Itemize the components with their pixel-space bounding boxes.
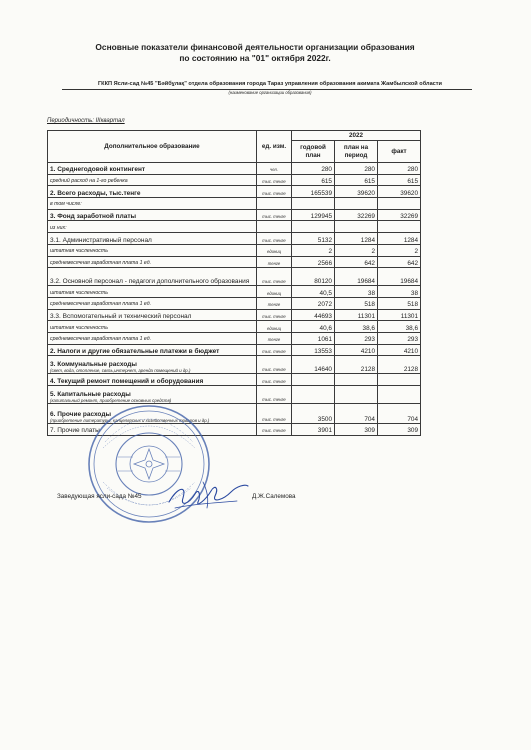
- row-plan: 1061: [292, 332, 335, 344]
- table-row: [48, 356, 421, 374]
- director-title: Заведующая ясли-сада №45: [57, 493, 142, 500]
- director-name: Д.Ж.Салемова: [252, 493, 296, 500]
- row-period: 4210: [335, 344, 378, 356]
- table-row: [48, 321, 421, 333]
- row-period: [335, 386, 378, 404]
- table-row: [48, 374, 421, 386]
- row-unit: тыс. тенге: [257, 404, 292, 424]
- row-plan: 280: [292, 163, 335, 175]
- row-plan: [292, 386, 335, 404]
- table-row: [48, 256, 421, 268]
- row-plan: 3500: [292, 404, 335, 424]
- row-period: 39620: [335, 186, 378, 198]
- row-plan: 14640: [292, 356, 335, 374]
- row-fact: 615: [378, 174, 421, 186]
- row-unit: единиц: [257, 321, 292, 333]
- table-row: [48, 244, 421, 256]
- row-period: 615: [335, 174, 378, 186]
- row-unit: тыс. тенге: [257, 356, 292, 374]
- row-plan: 165539: [292, 186, 335, 198]
- row-unit: [257, 198, 292, 210]
- row-period: 642: [335, 256, 378, 268]
- table-row: [48, 198, 421, 210]
- row-name: [48, 356, 257, 374]
- row-fact: 19684: [378, 268, 421, 286]
- row-fact: 518: [378, 297, 421, 309]
- row-fact: 642: [378, 256, 421, 268]
- row-period: 38: [335, 286, 378, 298]
- table-row: [48, 344, 421, 356]
- row-fact: 1284: [378, 233, 421, 245]
- row-name: 3. Фонд заработной платы: [48, 209, 257, 221]
- row-name: [48, 386, 257, 404]
- header-period-plan: план на период: [335, 141, 378, 163]
- row-period: 518: [335, 297, 378, 309]
- row-note: (капитальный ремонт, приобретение основных средств): [50, 398, 172, 403]
- row-plan: 5132: [292, 233, 335, 245]
- table-row: [48, 233, 421, 245]
- row-period: 11301: [335, 309, 378, 321]
- document-title: [60, 42, 450, 64]
- row-plan: [292, 221, 335, 233]
- row-fact: 2: [378, 244, 421, 256]
- row-period: 2128: [335, 356, 378, 374]
- row-plan: 13553: [292, 344, 335, 356]
- header-annual-plan: годовой план: [292, 141, 335, 163]
- row-period: [335, 198, 378, 210]
- table-row: [48, 297, 421, 309]
- row-name: 3.2. Основной персонал - педагоги дополнительного образования: [48, 268, 257, 286]
- row-unit: тыс. тенге: [257, 386, 292, 404]
- row-name: из них:: [48, 221, 257, 233]
- row-fact: 4210: [378, 344, 421, 356]
- row-plan: 3901: [292, 424, 335, 436]
- row-fact: 309: [378, 424, 421, 436]
- row-name: 4. Текущий ремонт помещений и оборудования: [48, 374, 257, 386]
- periodicity-label: Периодичность: IIIквартал: [47, 118, 125, 124]
- row-fact: 38,6: [378, 321, 421, 333]
- table-row: [48, 209, 421, 221]
- row-name: 3.3. Вспомогательный и технический персонал: [48, 309, 257, 321]
- row-unit: тенге: [257, 297, 292, 309]
- row-period: [335, 221, 378, 233]
- row-unit: тыс. тенге: [257, 209, 292, 221]
- header-year: 2022: [292, 131, 421, 141]
- table-row: [48, 268, 421, 286]
- row-fact: 39620: [378, 186, 421, 198]
- row-name: 2. Всего расходы, тыс.тенге: [48, 186, 257, 198]
- row-name: в том числе:: [48, 198, 257, 210]
- row-name: 7. Прочие платы: [48, 424, 257, 436]
- row-unit: тенге: [257, 332, 292, 344]
- title-line-1: Основные показатели финансовой деятельности организации образования: [95, 42, 415, 52]
- row-period: 1284: [335, 233, 378, 245]
- row-plan: 40,5: [292, 286, 335, 298]
- row-name: штатная численность: [48, 244, 257, 256]
- row-period: 19684: [335, 268, 378, 286]
- table-row: [48, 332, 421, 344]
- row-plan: [292, 374, 335, 386]
- table-row: [48, 386, 421, 404]
- table-row: [48, 286, 421, 298]
- row-fact: 11301: [378, 309, 421, 321]
- row-unit: тыс. тенге: [257, 233, 292, 245]
- row-name: среднемесячная заработная плата 1 ед.: [48, 332, 257, 344]
- row-period: 280: [335, 163, 378, 175]
- row-name: штатная численность: [48, 321, 257, 333]
- row-note: (приобретение литературы, канцелярских и хозяйственных товаров и др.): [50, 418, 210, 423]
- row-period: 293: [335, 332, 378, 344]
- table-row: [48, 309, 421, 321]
- row-name: среднемесячная заработная плата 1 ед.: [48, 297, 257, 309]
- row-unit: тыс. тенге: [257, 174, 292, 186]
- row-unit: тыс. тенге: [257, 268, 292, 286]
- row-title: 3. Коммунальные расходы: [50, 361, 137, 369]
- title-line-2: по состоянию на "01" октября 2022г.: [179, 53, 331, 63]
- row-fact: 704: [378, 404, 421, 424]
- row-fact: 2128: [378, 356, 421, 374]
- row-fact: 280: [378, 163, 421, 175]
- row-name: 1. Среднегодовой контингент: [48, 163, 257, 175]
- row-unit: чел.: [257, 163, 292, 175]
- row-unit: тыс. тенге: [257, 309, 292, 321]
- row-note: (свет, вода, отопление, связь,интернет, аренда помещений и др.): [50, 368, 191, 374]
- row-fact: 38: [378, 286, 421, 298]
- row-title: 6. Прочие расходы: [50, 410, 111, 418]
- row-plan: 2072: [292, 297, 335, 309]
- row-unit: единиц: [257, 286, 292, 298]
- row-period: 309: [335, 424, 378, 436]
- row-fact: [378, 198, 421, 210]
- row-unit: тыс. тенге: [257, 424, 292, 436]
- row-plan: 80120: [292, 268, 335, 286]
- header-fact: факт: [378, 141, 421, 163]
- row-name: 3.1. Административный персонал: [48, 233, 257, 245]
- row-name: среднемесячная заработная плата 1 ед.: [48, 256, 257, 268]
- row-unit: тыс. тенге: [257, 186, 292, 198]
- row-fact: [378, 221, 421, 233]
- table-row: [48, 221, 421, 233]
- table-row: [48, 186, 421, 198]
- row-plan: 2566: [292, 256, 335, 268]
- table-row: [48, 163, 421, 175]
- row-title: 5. Капитальные расходы: [50, 390, 131, 398]
- row-unit: тыс. тенге: [257, 344, 292, 356]
- row-name: 2. Налоги и другие обязательные платежи в бюджет: [48, 344, 257, 356]
- row-period: 32269: [335, 209, 378, 221]
- organization-name: ГККП Ясли-сад №45 "Бәйбұлақ" отдела образования города Тараз управления образования акимата Жамбылской области: [98, 81, 442, 87]
- signature-icon: [165, 474, 250, 516]
- row-period: 2: [335, 244, 378, 256]
- row-period: 38,6: [335, 321, 378, 333]
- header-name: Дополнительное образование: [48, 131, 257, 163]
- row-plan: 44693: [292, 309, 335, 321]
- row-unit: тыс. тенге: [257, 374, 292, 386]
- row-fact: [378, 374, 421, 386]
- row-unit: единиц: [257, 244, 292, 256]
- row-plan: 40,6: [292, 321, 335, 333]
- row-period: 704: [335, 404, 378, 424]
- row-unit: тенге: [257, 256, 292, 268]
- row-plan: 129945: [292, 209, 335, 221]
- table-row: [48, 174, 421, 186]
- organization-caption: (наименование организации образования): [228, 90, 312, 95]
- header-unit: ед. изм.: [257, 131, 292, 163]
- row-plan: [292, 198, 335, 210]
- row-unit: [257, 221, 292, 233]
- row-plan: 615: [292, 174, 335, 186]
- row-name: штатная численность: [48, 286, 257, 298]
- row-fact: [378, 386, 421, 404]
- row-fact: 32269: [378, 209, 421, 221]
- row-plan: 2: [292, 244, 335, 256]
- financial-indicators-table: [47, 130, 421, 436]
- row-period: [335, 374, 378, 386]
- row-fact: 293: [378, 332, 421, 344]
- row-name: средний расход на 1-го ребенка: [48, 174, 257, 186]
